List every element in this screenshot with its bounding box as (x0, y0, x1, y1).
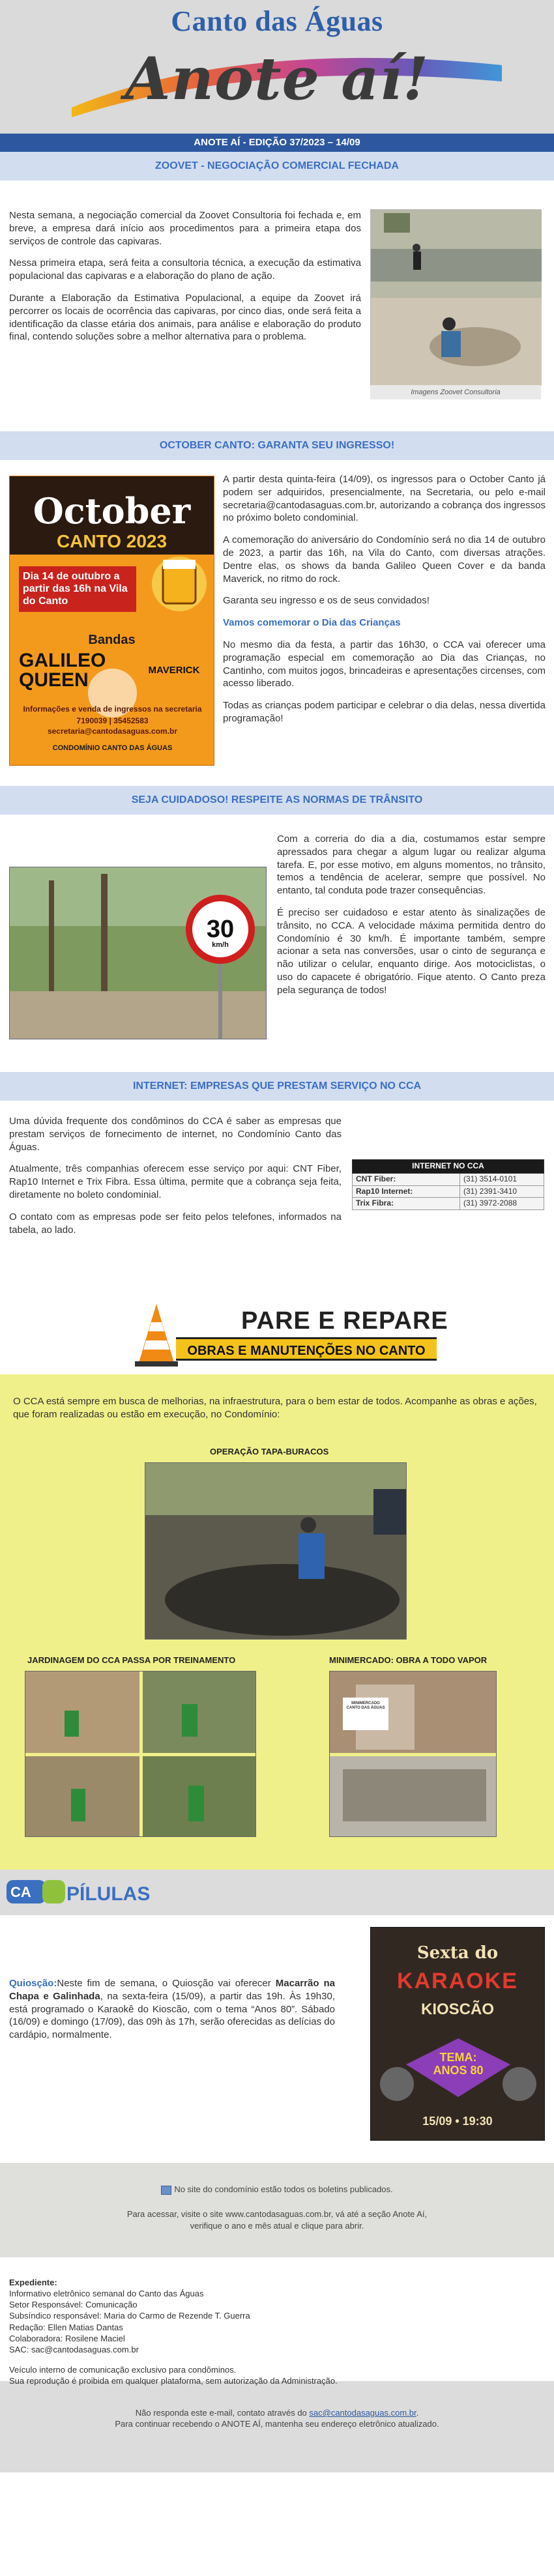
footer-text: . (416, 2408, 419, 2418)
speed-sign-unit: km/h (212, 941, 229, 949)
pilulas-lead: Quiosção: (9, 1978, 57, 1989)
provider-phone: (31) 3514-0101 (460, 1173, 544, 1185)
table-row (353, 1185, 544, 1198)
tapa-buracos-photo (145, 1462, 407, 1640)
october-section (0, 460, 554, 786)
provider-phone: (31) 3972-2088 (460, 1198, 544, 1210)
slogan-title: Anote aí! (124, 44, 430, 113)
pilulas-text: , na sexta-feira (15/09), a partir das 19h. Às 19h30, está programado o Karaokê do Kioscão, com o tema “Anos 80”. Sábado (16/09) e domingo (17/09), das 09h às 17h, serão oferecidas as delícias do cardápio, normalmente. (9, 1990, 335, 2041)
site-note-line1 (0, 2184, 554, 2195)
obras-item-tapa-buracos: OPERAÇÃO TAPA-BURACOS (210, 1447, 329, 1456)
poster-subtitle: CANTO 2023 (56, 531, 168, 551)
edition-bar: ANOTE AÍ - EDIÇÃO 37/2023 – 14/09 (0, 134, 554, 152)
karaoke-poster (370, 1927, 545, 2141)
credits-section (0, 2257, 554, 2386)
credits-line: Subsíndico responsável: Maria do Carmo de Rezende T. Guerra (9, 2311, 250, 2321)
footer-text: Não responda este e-mail, contato através do (135, 2408, 310, 2418)
document-icon (161, 2186, 171, 2195)
site-note-text: No site do condomínio estão todos os boletins publicados. (174, 2184, 393, 2194)
internet-providers-table (352, 1159, 544, 1210)
zoovet-paragraph: Nesta semana, a negociação comercial da Zoovet Consultoria foi fechada e, em breve, a empresa dará início aos procedimentos para a primeira etapa dos serviços de controle das capivaras. (9, 210, 361, 247)
october-paragraph: A partir desta quinta-feira (14/09), os ingressos para o October Canto já podem ser adquiridos, presencialmente, na Secretaria, ou pelo e-mail secretaria@cantodasaguas.com.br, autorizando a cobrança dos ingressos no próximo boleto condominial. (223, 474, 546, 524)
october-paragraph: A comemoração do aniversário do Condomínio será no dia 14 de outubro de 2023, a partir das 16h, na Vila do Canto, com diversas atrações. Dentre elas, os shows da banda Galileo Queen Cover e da banda Maverick, no ritmo do rock. (223, 534, 546, 585)
credits-line: Redação: Ellen Matias Dantas (9, 2322, 123, 2332)
speed-sign-photo (9, 867, 267, 1039)
pare-repare-title: PARE E REPARE (241, 1307, 448, 1335)
traffic-cone-icon (134, 1303, 179, 1368)
obras-item-jardinagem: JARDINAGEM DO CCA PASSA POR TREINAMENTO (27, 1655, 236, 1665)
october-paragraph: No mesmo dia da festa, a partir das 16h30, o CCA vai oferecer uma programação especial em comemoração ao Dia das Crianças, no Cantinho, com muitos jogos, brincadeiras e apresentações circenses, com acesso liberado. (223, 639, 546, 689)
poster-info: Informações e venda de ingressos na secretaria (23, 704, 202, 714)
poster-band-maverick: MAVERICK (148, 665, 200, 676)
poster-title: October (33, 490, 191, 532)
karaoke-theme: TEMA: ANOS 80 (433, 2051, 484, 2077)
obras-intro: O CCA está sempre em busca de melhorias, na infraestrutura, para o bem estar de todos. Acompanhe as obras e ações, que foram realizadas ou estão em execução, no Condomínio: (13, 1396, 537, 1420)
credits-note: Veículo interno de comunicação exclusivo para condôminos. (9, 2365, 237, 2375)
poster-phone: 7190039 | 35452583 (76, 716, 149, 725)
transito-section (0, 815, 554, 1072)
transito-paragraph: É preciso ser cuidadoso e estar atento às sinalizações de trânsito, no CCA. A velocidade máxima permitida dentro do Condomínio é 30 km/h. É importante também, sempre acionar a seta nas conversões, usar o cinto de segurança e não utilizar o celular, enquanto dirige. Aos motociclistas, o uso do capacete é obrigatório. Fique atento. O Canto preza pela segurança de todos! (277, 906, 546, 996)
karaoke-line1: Sexta do (416, 1943, 499, 1963)
karaoke-line3: KIOSCÃO (420, 2001, 494, 2018)
site-note (0, 2163, 554, 2257)
footer-line1 (0, 2407, 554, 2418)
credits-note: Sua reprodução é proibida em qualquer plataforma, sem autorização da Administração. (9, 2376, 338, 2386)
brand-title: Canto das Águas (171, 5, 383, 37)
poster-footer: CONDOMÍNIO CANTO DAS ÁGUAS (52, 744, 173, 752)
table-row (353, 1198, 544, 1210)
zoovet-paragraph: Durante a Elaboração da Estimativa Populacional, a equipe da Zoovet irá percorrer os locais de ocorrência das capivaras, por cinco dias, onde será feita a identificação da classe etária dos animais, para análise e elaboração do produto final, contendo soluções sobre a melhor alternativa para o problema. (9, 292, 361, 343)
transito-paragraph: Com a correria do dia a dia, costumamos estar sempre apressados para chegar a algum lugar ou realizar alguma tarefa. E, por esse motivo, em alguns momentos, no trânsito, temos a tendência de acelerar, sempre que possível. No entanto, tal conduta pode trazer consequências. (277, 833, 546, 897)
credits-line: Colaboradora: Rosilene Maciel (9, 2333, 125, 2343)
speed-sign-value: 30 (206, 916, 235, 943)
section-title-transito: SEJA CUIDADOSO! RESPEITE AS NORMAS DE TRÂNSITO (0, 786, 554, 815)
site-note-line3: verifique o ano e mês atual e clique para abrir. (190, 2221, 364, 2231)
obras-section (0, 1374, 554, 1870)
minimercado-photo (329, 1671, 497, 1837)
internet-paragraph: Atualmente, três companhias oferecem esse serviço por aqui: CNT Fiber, Rap10 Internet e Trix Fibra. Essa última, permite que a cobrança seja feita, diretamente no boleto condominial. (9, 1163, 342, 1200)
footer-line2: Para continuar recebendo o ANOTE AÍ, mantenha seu endereço eletrônico atualizado. (115, 2419, 439, 2429)
internet-paragraph: O contato com as empresas pode ser feito pelos telefones, informados na tabela, ao lado. (9, 1211, 342, 1236)
zoovet-photo-caption: Imagens Zoovet Consultoria (370, 385, 541, 399)
obras-item-minimercado: MINIMERCADO: OBRA A TODO VAPOR (329, 1655, 488, 1665)
provider-phone: (31) 2391-3410 (460, 1185, 544, 1198)
credits-line: Informativo eletrônico semanal do Canto das Águas (9, 2289, 204, 2299)
jardinagem-photo (25, 1671, 256, 1837)
poster-bands-label: Bandas (88, 633, 136, 647)
section-title-zoovet: ZOOVET - NEGOCIAÇÃO COMERCIAL FECHADA (0, 152, 554, 181)
internet-section (0, 1101, 554, 1299)
provider-name: CNT Fiber: (353, 1173, 460, 1185)
credits-line: SAC: sac@cantodasaguas.com.br (9, 2344, 139, 2354)
section-title-october: OCTOBER CANTO: GARANTA SEU INGRESSO! (0, 431, 554, 460)
pilulas-title: PÍLULAS (66, 1883, 151, 1905)
poster-band-galileo: GALILEO QUEEN (19, 650, 106, 691)
pilulas-highlight: Macarrão na Chapa e Galinhada (9, 1978, 336, 2002)
zoovet-paragraph: Nessa primeira etapa, será feita a consultoria técnica, a execução da estimativa populacional das capivaras e a elaboração do plano de ação. (9, 257, 361, 282)
credits-line: Setor Responsável: Comunicação (9, 2300, 138, 2310)
pilulas-text: Neste fim de semana, o Quiosção vai oferecer (57, 1978, 276, 1989)
october-paragraph: Todas as crianças podem participar e celebrar o dia delas, nessa divertida programação! (223, 700, 546, 724)
table-row (353, 1173, 544, 1185)
october-subtitle: Vamos comemorar o Dia das Crianças (223, 617, 401, 629)
provider-name: Trix Fibra: (353, 1198, 460, 1210)
pilulas-logo-text: CA (10, 1884, 31, 1900)
pare-repare-banner (0, 1299, 554, 1374)
internet-paragraph: Uma dúvida frequente dos condôminos do CCA é saber as empresas que prestam serviços de fornecimento de internet, no Condomínio Canto das Águas. (9, 1116, 342, 1153)
pilulas-header (0, 1870, 554, 1915)
pare-repare-subtitle: OBRAS E MANUTENÇÕES NO CANTO (176, 1337, 437, 1361)
zoovet-section (0, 181, 554, 431)
sac-email-link[interactable]: sac@cantodasaguas.com.br (309, 2408, 416, 2418)
minimercado-sign: MINIMERCADO CANTO DAS ÁGUAS (346, 1701, 385, 1711)
pilulas-section (0, 1915, 554, 2163)
pilulas-paragraph (9, 1977, 335, 2042)
october-paragraph: Garanta seu ingresso e os de seus convidados! (223, 595, 430, 607)
internet-table-title: INTERNET NO CCA (353, 1160, 544, 1174)
masthead (0, 0, 554, 134)
october-poster (9, 476, 214, 766)
footer (0, 2381, 554, 2472)
zoovet-photo (370, 209, 541, 385)
section-title-internet: INTERNET: EMPRESAS QUE PRESTAM SERVIÇO NO CCA (0, 1072, 554, 1101)
poster-email: secretaria@cantodasaguas.com.br (47, 727, 178, 736)
karaoke-date: 15/09 • 19:30 (422, 2115, 493, 2128)
provider-name: Rap10 Internet: (353, 1185, 460, 1198)
site-note-line2: Para acessar, visite o site www.cantodasaguas.com.br, vá até a seção Anote Aí, (126, 2209, 428, 2219)
karaoke-line2: KARAOKE (397, 1969, 518, 1993)
poster-date: Dia 14 de outubro a partir das 16h na Vila do Canto (19, 566, 136, 612)
credits-heading: Expediente: (9, 2278, 57, 2287)
